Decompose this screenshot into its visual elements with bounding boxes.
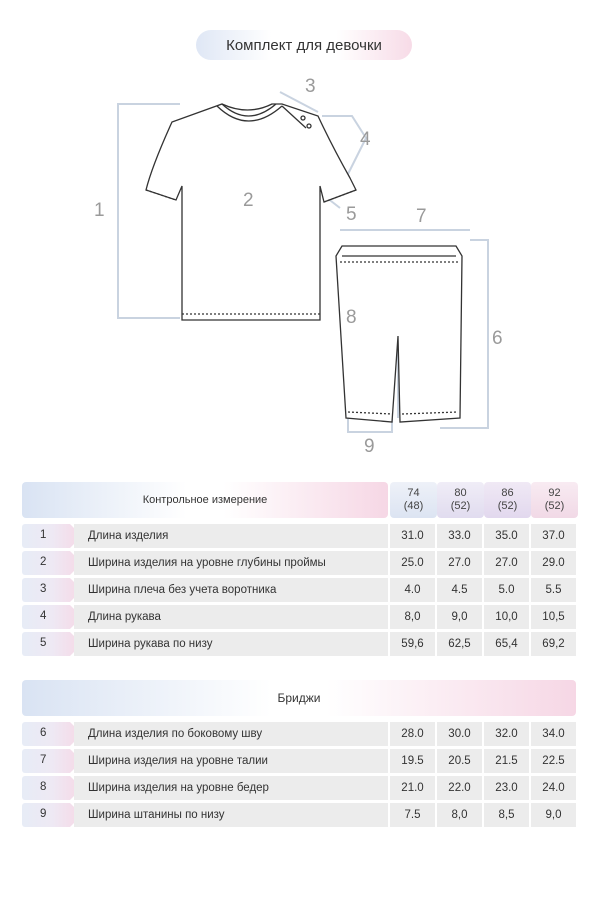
dim-label-4: 4: [360, 129, 371, 150]
row-label: Длина изделия: [74, 524, 388, 548]
value-cell: 33.0: [437, 524, 482, 548]
value-cell: 22.5: [531, 749, 576, 773]
table-header: [22, 482, 578, 518]
row-number-tab: 4: [22, 605, 82, 629]
dim-label-7: 7: [416, 206, 427, 227]
value-cell: 10,0: [484, 605, 529, 629]
value-cell: 10,5: [531, 605, 576, 629]
row-number-tab: 8: [22, 776, 82, 800]
value-cell: 20.5: [437, 749, 482, 773]
dim-label-2: 2: [243, 190, 254, 211]
size-header: 86 (52): [484, 482, 531, 518]
table-row: [22, 632, 578, 656]
value-cell: 8,5: [484, 803, 529, 827]
value-cell: 9,0: [437, 605, 482, 629]
table-row: [22, 776, 578, 800]
row-label: Ширина изделия на уровне глубины проймы: [74, 551, 388, 575]
value-cell: 5.5: [531, 578, 576, 602]
value-cell: 22.0: [437, 776, 482, 800]
value-cell: 69,2: [531, 632, 576, 656]
value-cell: 34.0: [531, 722, 576, 746]
value-cell: 28.0: [390, 722, 435, 746]
row-number-tab: 6: [22, 722, 82, 746]
shorts-sketch: [336, 246, 462, 422]
value-cell: 27.0: [484, 551, 529, 575]
dim-label-9: 9: [364, 436, 375, 457]
table-row: [22, 578, 578, 602]
value-cell: 23.0: [484, 776, 529, 800]
value-cell: 35.0: [484, 524, 529, 548]
garment-diagram: [0, 66, 600, 466]
value-cell: 27.0: [437, 551, 482, 575]
section-header-shorts: Бриджи: [22, 680, 576, 716]
value-cell: 7.5: [390, 803, 435, 827]
value-cell: 8,0: [437, 803, 482, 827]
value-cell: 19.5: [390, 749, 435, 773]
row-label: Ширина изделия на уровне бедер: [74, 776, 388, 800]
value-cell: 29.0: [531, 551, 576, 575]
value-cell: 65,4: [484, 632, 529, 656]
tshirt-sketch: [146, 104, 356, 320]
value-cell: 31.0: [390, 524, 435, 548]
table-row: [22, 722, 578, 746]
tshirt-measurements-table: [22, 482, 578, 659]
row-label: Ширина изделия на уровне талии: [74, 749, 388, 773]
row-label: Ширина рукава по низу: [74, 632, 388, 656]
row-number-tab: 9: [22, 803, 82, 827]
column-header-measurement: Контрольное измерение: [22, 482, 388, 518]
value-cell: 8,0: [390, 605, 435, 629]
dim-label-5: 5: [346, 204, 357, 225]
row-number-tab: 2: [22, 551, 82, 575]
table-row: [22, 605, 578, 629]
table-row: [22, 524, 578, 548]
value-cell: 4.5: [437, 578, 482, 602]
shorts-measurements-table: [22, 680, 578, 830]
dim-label-3: 3: [305, 76, 316, 97]
table-row: [22, 551, 578, 575]
row-number-tab: 1: [22, 524, 82, 548]
value-cell: 21.0: [390, 776, 435, 800]
table-row: [22, 803, 578, 827]
dim-label-8: 8: [346, 307, 357, 328]
row-number-tab: 5: [22, 632, 82, 656]
value-cell: 37.0: [531, 524, 576, 548]
value-cell: 9,0: [531, 803, 576, 827]
dim-label-1: 1: [94, 200, 105, 221]
row-label: Длина изделия по боковому шву: [74, 722, 388, 746]
row-label: Ширина штанины по низу: [74, 803, 388, 827]
value-cell: 21.5: [484, 749, 529, 773]
value-cell: 5.0: [484, 578, 529, 602]
row-number-tab: 3: [22, 578, 82, 602]
value-cell: 30.0: [437, 722, 482, 746]
page-title: Комплект для девочки: [196, 30, 412, 60]
size-header: 80 (52): [437, 482, 484, 518]
size-header: 92 (52): [531, 482, 578, 518]
value-cell: 59,6: [390, 632, 435, 656]
value-cell: 4.0: [390, 578, 435, 602]
value-cell: 25.0: [390, 551, 435, 575]
value-cell: 32.0: [484, 722, 529, 746]
row-label: Ширина плеча без учета воротника: [74, 578, 388, 602]
table-row: [22, 749, 578, 773]
dim-label-6: 6: [492, 328, 503, 349]
value-cell: 24.0: [531, 776, 576, 800]
row-label: Длина рукава: [74, 605, 388, 629]
row-number-tab: 7: [22, 749, 82, 773]
size-header: 74 (48): [390, 482, 437, 518]
value-cell: 62,5: [437, 632, 482, 656]
table-header: [22, 680, 578, 716]
